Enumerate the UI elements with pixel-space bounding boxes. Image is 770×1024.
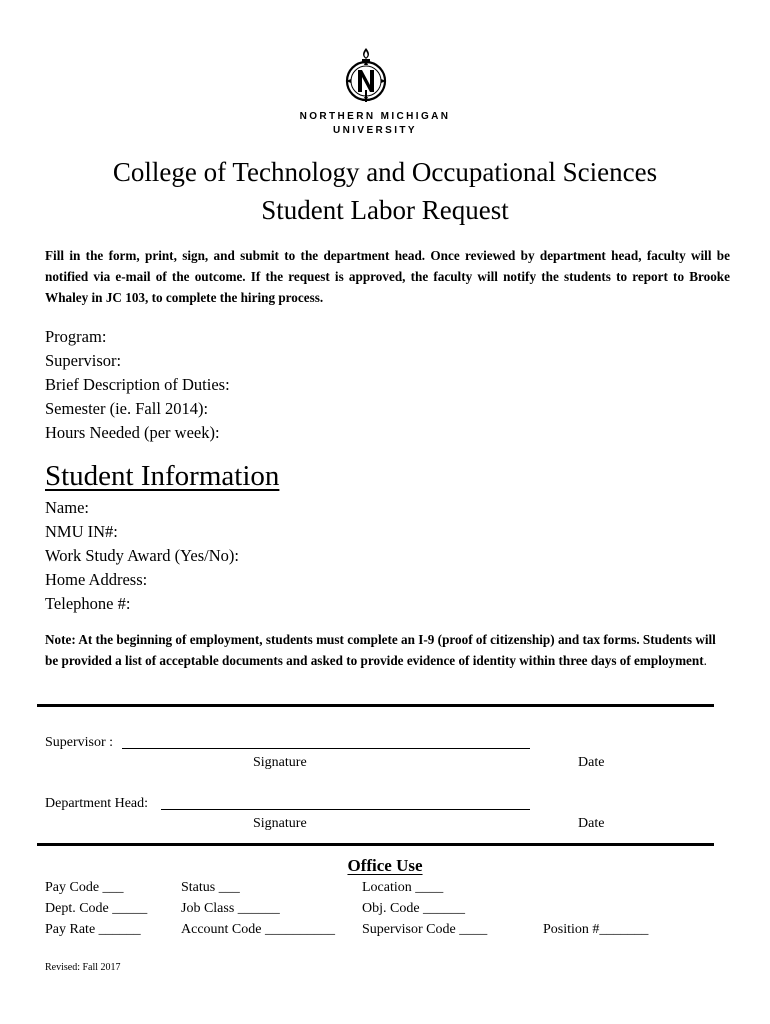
document-title: College of Technology and Occupational Sciences: [112, 157, 658, 187]
department-head-signature-line: [161, 809, 530, 810]
instructions-paragraph: Fill in the form, print, sign, and submit to the department head. Once reviewed by department head, faculty will be notified via e-mail of the outcome. If the request is approved, the faculty will notify the students to report to Brooke Whaley in JC 103, to complete the hiring process.: [45, 248, 730, 305]
dept-code-field: Dept. Code _____: [45, 901, 148, 916]
telephone-field-label: Telephone #:: [45, 594, 131, 613]
hours-field-label: Hours Needed (per week):: [45, 423, 220, 442]
department-head-date-caption: Date: [578, 816, 605, 831]
nmu-id-field-label: NMU IN#:: [45, 522, 118, 541]
student-information-heading: Student Information: [45, 460, 280, 492]
department-head-signature-caption: Signature: [253, 816, 307, 831]
department-head-signature-label: Department Head:: [45, 796, 149, 811]
revision-note: Revised: Fall 2017: [45, 962, 121, 973]
supervisor-date-caption: Date: [578, 755, 605, 770]
divider-bottom: [37, 843, 714, 846]
supervisor-code-field: Supervisor Code ____: [362, 922, 488, 937]
status-field: Status ___: [181, 880, 240, 895]
work-study-field-label: Work Study Award (Yes/No):: [45, 546, 239, 565]
supervisor-field-label: Supervisor:: [45, 351, 122, 370]
home-address-field-label: Home Address:: [45, 570, 148, 589]
supervisor-signature-caption: Signature: [253, 755, 307, 770]
name-field-label: Name:: [45, 498, 89, 517]
supervisor-signature-label: Supervisor :: [45, 735, 114, 750]
obj-code-field: Obj. Code ______: [362, 901, 466, 916]
university-name-line2: UNIVERSITY: [332, 125, 417, 136]
duties-field-label: Brief Description of Duties:: [45, 375, 230, 394]
pay-rate-field: Pay Rate ______: [45, 922, 141, 937]
employment-note: Note: At the beginning of employment, students must complete an I-9 (proof of citizenship) and tax forms. Students will be provided a list of acceptable documents and asked to provide evidence of identity within three days of employment.: [45, 632, 716, 668]
university-logo-icon: [343, 46, 389, 106]
document-subtitle: Student Labor Request: [261, 195, 509, 225]
location-field: Location ____: [362, 880, 444, 895]
account-code-field: Account Code __________: [181, 922, 335, 937]
divider-top: [37, 704, 714, 707]
position-number-field: Position #_______: [543, 922, 649, 937]
university-name-line1: NORTHERN MICHIGAN: [299, 111, 451, 122]
semester-field-label: Semester (ie. Fall 2014):: [45, 399, 209, 418]
supervisor-signature-line: [122, 748, 530, 749]
job-class-field: Job Class ______: [181, 901, 280, 916]
program-field-label: Program:: [45, 327, 107, 346]
office-use-heading: Office Use: [347, 856, 423, 875]
pay-code-field: Pay Code ___: [45, 880, 124, 895]
